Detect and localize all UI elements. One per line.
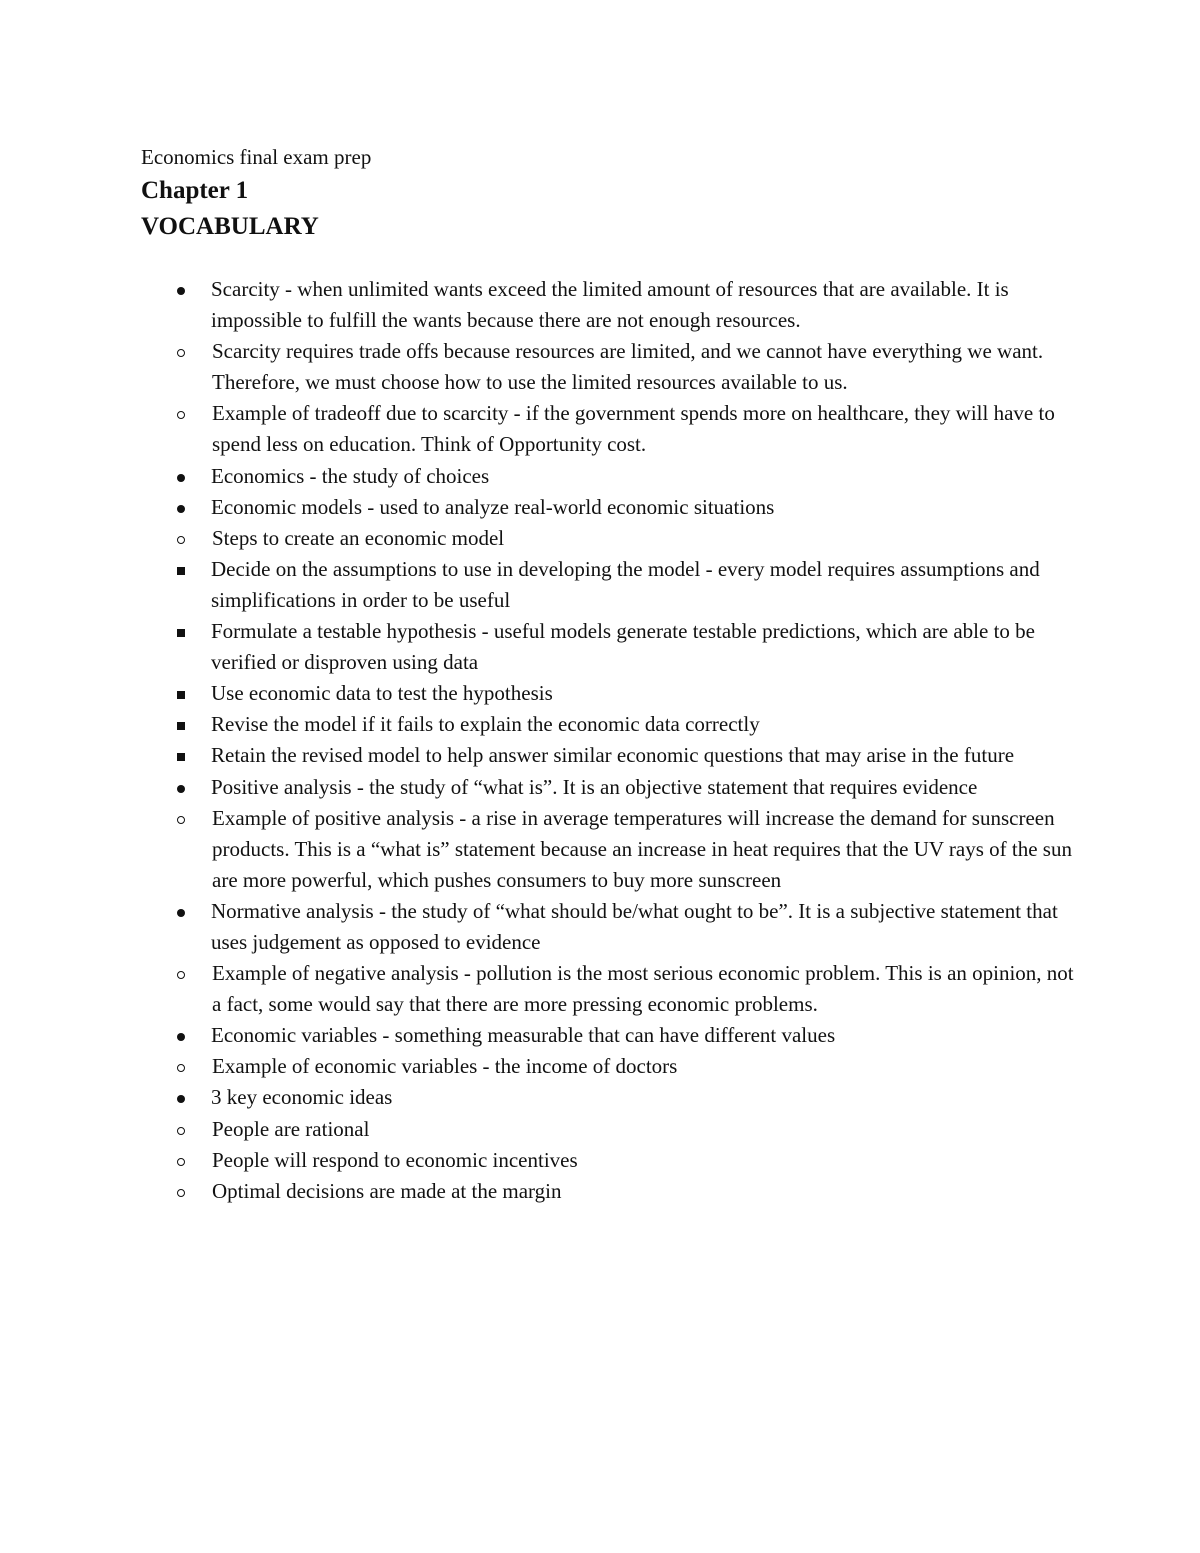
sub-list-item	[141, 803, 1076, 896]
section-heading: VOCABULARY	[141, 213, 319, 240]
sub-list	[141, 1051, 1076, 1082]
bullet-circle-icon	[177, 336, 187, 367]
list-item	[176, 461, 1076, 492]
sub-list-item-text: People will respond to economic incentives	[212, 1147, 578, 1172]
list-item	[176, 492, 1076, 523]
bullet-disc-icon	[176, 772, 186, 803]
list-item-text: Economic models - used to analyze real-world economic situations	[211, 494, 775, 519]
bullet-square-icon	[176, 709, 186, 740]
sub-list-item-text: Scarcity requires trade offs because resources are limited, and we cannot have everything we want. Therefore, we must choose how to use the limited resources available to us.	[212, 339, 1044, 395]
sub-list-item-text: Example of tradeoff due to scarcity - if the government spends more on healthcare, they will have to spend less on education. Think of Opportunity cost.	[212, 401, 1055, 457]
bullet-disc-icon	[176, 1020, 186, 1051]
bullet-disc-icon	[176, 492, 186, 523]
sub-list	[141, 803, 1076, 896]
list-item	[176, 772, 1076, 803]
sub-list-item	[141, 1114, 1076, 1145]
step-list-item-text: Retain the revised model to help answer similar economic questions that may arise in the future	[211, 743, 1015, 768]
bullet-circle-icon	[177, 1114, 187, 1145]
list-item-text: 3 key economic ideas	[211, 1085, 393, 1110]
list-item-text: Normative analysis - the study of “what should be/what ought to be”. It is a subjective statement that uses judgement as opposed to evidence	[211, 898, 1058, 954]
list-item-text: Economic variables - something measurable that can have different values	[211, 1023, 836, 1048]
sub-list-item-text: Example of economic variables - the income of doctors	[212, 1054, 678, 1079]
list-item	[176, 274, 1076, 336]
list-item-text: Scarcity - when unlimited wants exceed the limited amount of resources that are available. It is impossible to fulfill the wants because there are not enough resources.	[211, 277, 1009, 333]
sub-list-item	[141, 1145, 1076, 1176]
sub-list-item	[141, 398, 1076, 460]
bullet-disc-icon	[176, 1082, 186, 1113]
sub-list	[141, 958, 1076, 1020]
bullet-circle-icon	[177, 1051, 187, 1082]
step-list-item	[70, 554, 1076, 616]
bullet-circle-icon	[177, 398, 187, 429]
bullet-circle-icon	[177, 1145, 187, 1176]
bullet-circle-icon	[177, 958, 187, 989]
sub-list-item	[141, 336, 1076, 398]
bullet-square-icon	[176, 616, 186, 647]
sub-list-item-text: Example of negative analysis - pollution is the most serious economic problem. This is an opinion, not a fact, some would say that there are more pressing economic problems.	[212, 961, 1074, 1017]
vocabulary-list	[176, 274, 1076, 1207]
step-list-item-text: Decide on the assumptions to use in developing the model - every model requires assumptions and simplifications in order to be useful	[211, 556, 1040, 612]
sub-list	[141, 1114, 1076, 1207]
step-list-item	[70, 678, 1076, 709]
sub-list-item-text: People are rational	[212, 1116, 370, 1141]
step-list	[70, 554, 1076, 772]
bullet-disc-icon	[176, 896, 186, 927]
sub-list-item	[141, 1051, 1076, 1082]
sub-list-item-text: Example of positive analysis - a rise in average temperatures will increase the demand for sunscreen products. This is a “what is” statement because an increase in heat requires that the UV rays of the sun are more powerful, which pushes consumers to buy more sunscreen	[212, 805, 1072, 892]
chapter-heading: Chapter 1	[141, 177, 249, 204]
document-title: Economics final exam prep	[141, 145, 372, 169]
sub-list	[141, 523, 1076, 772]
sub-list-item-text: Steps to create an economic model	[212, 525, 505, 550]
list-item-text: Economics - the study of choices	[211, 463, 490, 488]
step-list-item-text: Use economic data to test the hypothesis	[211, 681, 553, 706]
bullet-disc-icon	[176, 461, 186, 492]
list-item-text: Positive analysis - the study of “what is”. It is an objective statement that requires evidence	[211, 774, 978, 799]
bullet-square-icon	[176, 740, 186, 771]
bullet-square-icon	[176, 554, 186, 585]
sub-list-item-text: Optimal decisions are made at the margin	[212, 1178, 562, 1203]
step-list-item	[70, 709, 1076, 740]
sub-list-item	[141, 958, 1076, 1020]
step-list-item	[70, 740, 1076, 771]
sub-list	[141, 336, 1076, 460]
sub-list-item	[141, 523, 1076, 554]
step-list-item-text: Formulate a testable hypothesis - useful models generate testable predictions, which are able to be verified or disproven using data	[211, 619, 1035, 675]
bullet-circle-icon	[177, 523, 187, 554]
sub-list-item	[141, 1176, 1076, 1207]
step-list-item	[70, 616, 1076, 678]
bullet-square-icon	[176, 678, 186, 709]
list-item	[176, 896, 1076, 958]
bullet-circle-icon	[177, 803, 187, 834]
bullet-disc-icon	[176, 274, 186, 305]
list-item	[176, 1020, 1076, 1051]
step-list-item-text: Revise the model if it fails to explain the economic data correctly	[211, 712, 760, 737]
bullet-circle-icon	[177, 1176, 187, 1207]
list-item	[176, 1082, 1076, 1113]
